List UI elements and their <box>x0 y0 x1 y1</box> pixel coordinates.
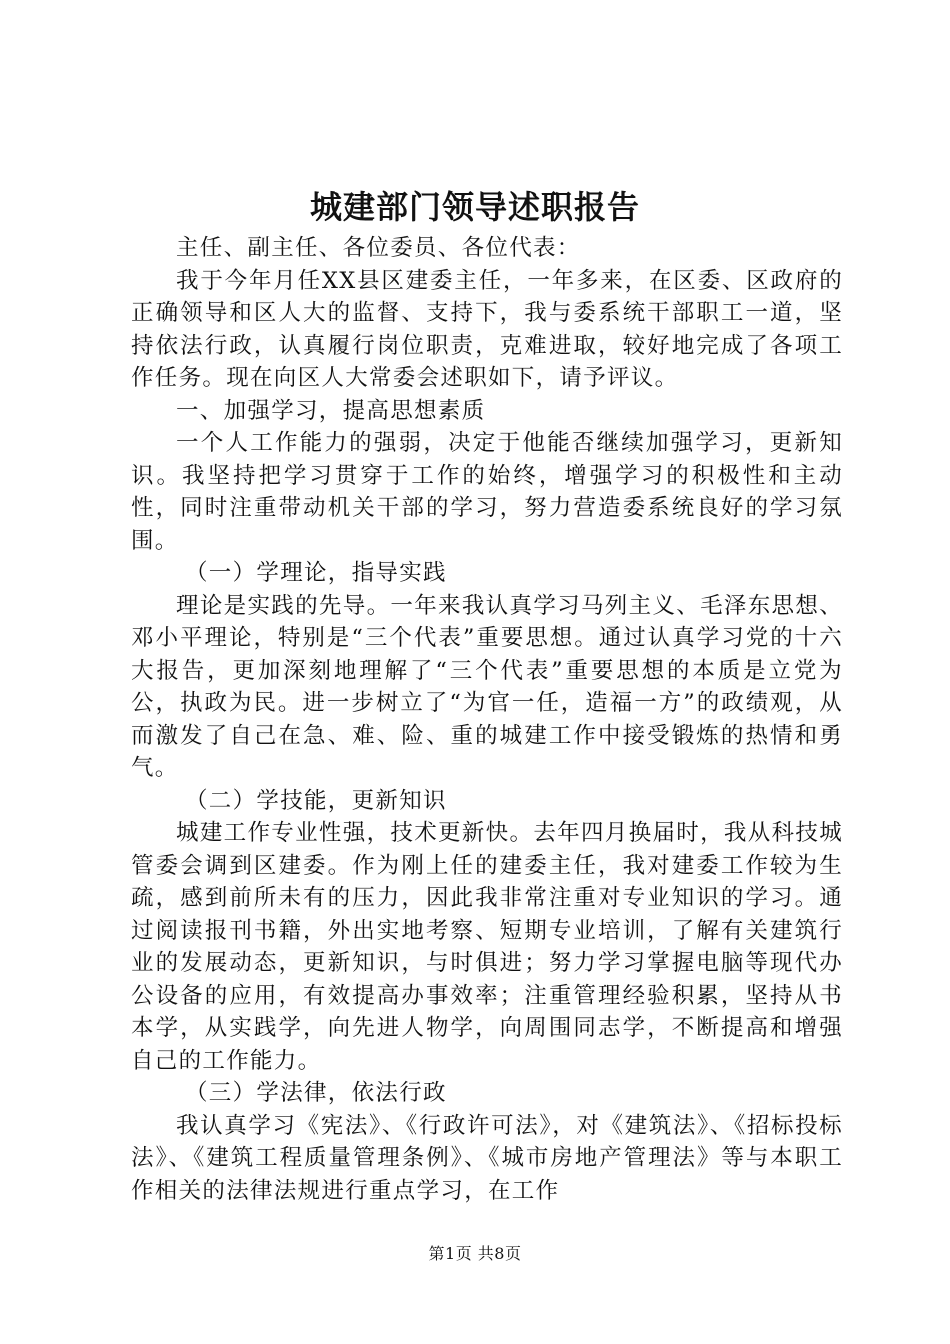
document-body <box>131 232 843 1207</box>
subsection-heading-1: （一）学理论，指导实践 <box>185 560 447 586</box>
page-number-footer: 第1页 共8页 <box>428 1244 522 1263</box>
subsection-3-paragraph: 我认真学习《宪法》、《行政许可法》，对《建筑法》、《招标投标法》、《建筑工程质量管理条例》、《城市房地产管理法》等与本职工作相关的法律法规进行重点学习，在工作 <box>131 1112 843 1204</box>
intro-paragraph: 我于今年月任XX县区建委主任，一年多来，在区委、区政府的正确领导和区人大的监督、支持下，我与委系统干部职工一道，坚持依法行政，认真履行岗位职责，克难进取，较好地完成了各项工作任务。现在向区人大常委会述职如下，请予评议。 <box>131 267 843 391</box>
subsection-2-paragraph: 城建工作专业性强，技术更新快。去年四月换届时，我从科技城管委会调到区建委。作为刚上任的建委主任，我对建委工作较为生疏，感到前所未有的压力，因此我非常注重对专业知识的学习。通过阅读报刊书籍，外出实地考察、短期专业培训，了解有关建筑行业的发展动态，更新知识，与时俱进；努力学习掌握电脑等现代办公设备的应用，有效提高办事效率；注重管理经验积累，坚持从书本学，从实践学，向先进人物学，向周围同志学，不断提高和增强自己的工作能力。 <box>131 820 843 1074</box>
salutation-paragraph: 主任、副主任、各位委员、各位代表： <box>176 235 581 261</box>
section-heading-1: 一、加强学习，提高思想素质 <box>176 397 486 424</box>
subsection-1-paragraph: 理论是实践的先导。一年来我认真学习马列主义、毛泽东思想、邓小平理论，特别是“三个代表”重要思想。通过认真学习党的十六大报告，更加深刻地理解了“三个代表”重要思想的本质是立党为公，执政为民。进一步树立了“为官一任，造福一方”的政绩观，从而激发了自己在急、难、险、重的城建工作中接受锻炼的热情和勇气。 <box>131 592 843 781</box>
subsection-heading-2: （二）学技能，更新知识 <box>185 787 447 814</box>
section-1-paragraph: 一个人工作能力的强弱，决定于他能否继续加强学习，更新知识。我坚持把学习贯穿于工作的始终，增强学习的积极性和主动性，同时注重带动机关干部的学习，努力营造委系统良好的学习氛围。 <box>131 430 843 554</box>
subsection-heading-3: （三）学法律，依法行政 <box>185 1080 447 1106</box>
document-title: 城建部门领导述职报告 <box>309 188 640 226</box>
